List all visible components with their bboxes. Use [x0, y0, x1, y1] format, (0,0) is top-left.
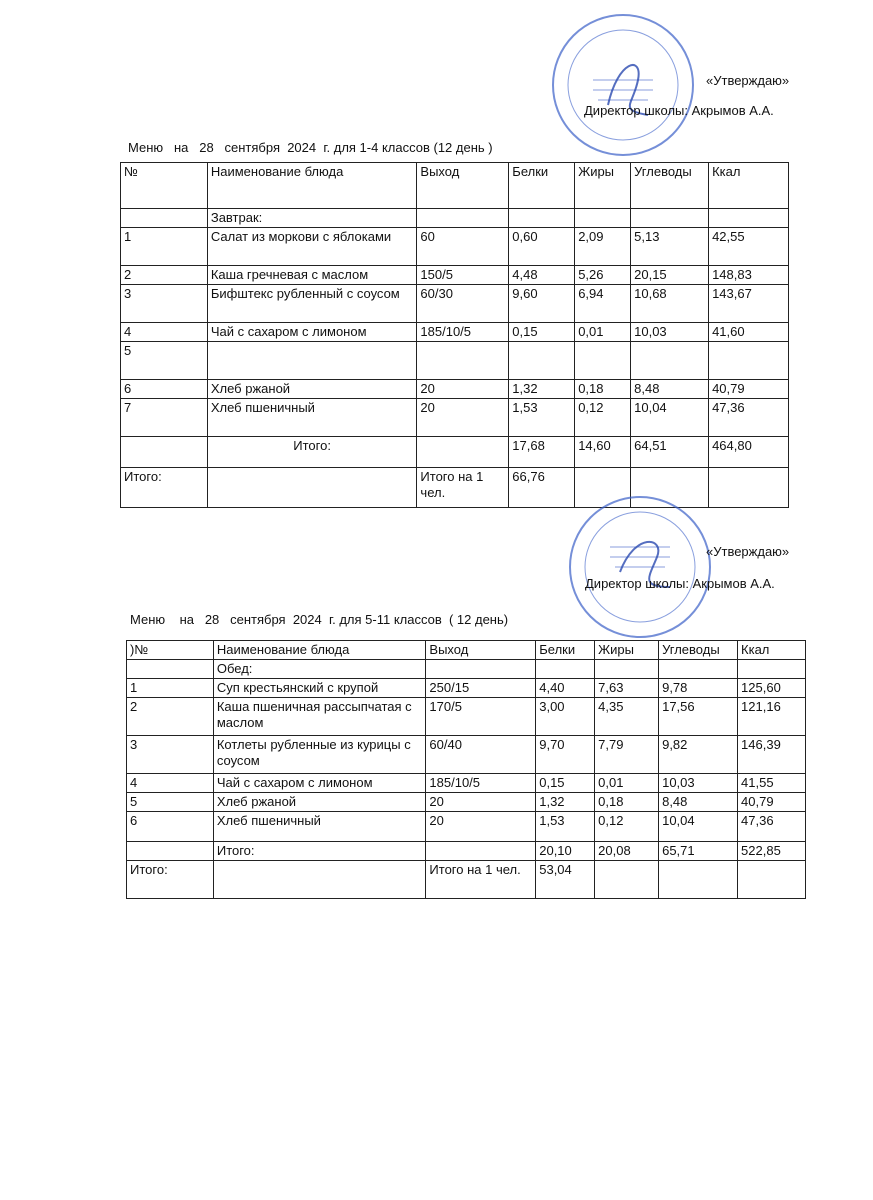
header-cell: Выход — [417, 163, 509, 209]
cell: 4,40 — [536, 679, 595, 698]
header-cell: Ккал — [709, 163, 789, 209]
cell: 40,79 — [709, 380, 789, 399]
per-person-label: Итого на 1 чел. — [426, 861, 536, 899]
cell: 9,70 — [536, 736, 595, 774]
cell: 5 — [127, 793, 214, 812]
cell: 17,56 — [659, 698, 738, 736]
cell: 10,03 — [659, 774, 738, 793]
cell: Каша пшеничная рассыпчатая с маслом — [213, 698, 426, 736]
header-cell: )№ — [127, 641, 214, 660]
cell: 3,00 — [536, 698, 595, 736]
table-row — [121, 285, 789, 323]
cell: 6,94 — [575, 285, 631, 323]
subtotal-label: Итого: — [207, 437, 417, 468]
table-row — [127, 774, 806, 793]
table-row — [121, 228, 789, 266]
table-row — [121, 399, 789, 437]
director-label-1: Директор школы: Акрымов А.А. — [584, 103, 774, 118]
cell: 40,79 — [738, 793, 806, 812]
cell: 3 — [127, 736, 214, 774]
table-row — [127, 679, 806, 698]
cell: 0,01 — [575, 323, 631, 342]
cell: Каша гречневая с маслом — [207, 266, 417, 285]
cell: 125,60 — [738, 679, 806, 698]
cell: 42,55 — [709, 228, 789, 266]
cell: 60 — [417, 228, 509, 266]
cell: 4 — [127, 774, 214, 793]
per-person-label: Итого на 1 чел. — [417, 468, 509, 508]
cell — [207, 342, 417, 380]
cell: 7,79 — [595, 736, 659, 774]
total-row — [127, 861, 806, 899]
cell: 9,60 — [509, 285, 575, 323]
cell: 2 — [127, 698, 214, 736]
table-header-row — [121, 163, 789, 209]
cell: 0,12 — [595, 812, 659, 842]
cell: Хлеб пшеничный — [213, 812, 426, 842]
cell: 185/10/5 — [417, 323, 509, 342]
cell: 121,16 — [738, 698, 806, 736]
cell: 185/10/5 — [426, 774, 536, 793]
cell: 250/15 — [426, 679, 536, 698]
total-value: 53,04 — [536, 861, 595, 899]
cell: 20 — [426, 812, 536, 842]
subtotal-belki: 20,10 — [536, 842, 595, 861]
menu-title-2: Меню на 28 сентября 2024 г. для 5-11 классов ( 12 день) — [130, 612, 509, 627]
table-row — [127, 793, 806, 812]
cell: 0,18 — [575, 380, 631, 399]
cell: 47,36 — [738, 812, 806, 842]
cell: 8,48 — [659, 793, 738, 812]
meal-row — [121, 209, 789, 228]
cell: 5,13 — [631, 228, 709, 266]
subtotal-zhiry: 14,60 — [575, 437, 631, 468]
table-header-row — [127, 641, 806, 660]
school-stamp-2 — [565, 492, 715, 642]
cell: 10,04 — [631, 399, 709, 437]
cell: 41,60 — [709, 323, 789, 342]
director-label-2: Директор школы: Акрымов А.А. — [585, 576, 775, 591]
cell — [709, 342, 789, 380]
cell: 2 — [121, 266, 208, 285]
cell: 41,55 — [738, 774, 806, 793]
cell: 7 — [121, 399, 208, 437]
cell — [631, 342, 709, 380]
approve-label-1: «Утверждаю» — [706, 73, 790, 88]
cell — [575, 342, 631, 380]
cell: 143,67 — [709, 285, 789, 323]
cell: 20,15 — [631, 266, 709, 285]
cell: 20 — [417, 380, 509, 399]
table-row — [127, 812, 806, 842]
cell: 0,01 — [595, 774, 659, 793]
cell: Салат из моркови с яблоками — [207, 228, 417, 266]
cell: 0,18 — [595, 793, 659, 812]
cell: Чай с сахаром с лимоном — [207, 323, 417, 342]
header-cell: Белки — [536, 641, 595, 660]
cell: 6 — [127, 812, 214, 842]
cell: 148,83 — [709, 266, 789, 285]
cell: 9,82 — [659, 736, 738, 774]
cell: Бифштекс рубленный с соусом — [207, 285, 417, 323]
cell: Суп крестьянский с крупой — [213, 679, 426, 698]
subtotal-uglevody: 65,71 — [659, 842, 738, 861]
cell: 150/5 — [417, 266, 509, 285]
cell — [417, 342, 509, 380]
table-row — [121, 342, 789, 380]
header-cell: Углеводы — [659, 641, 738, 660]
total-value: 66,76 — [509, 468, 575, 508]
subtotal-kkal: 464,80 — [709, 437, 789, 468]
cell: 60/40 — [426, 736, 536, 774]
header-cell: Жиры — [575, 163, 631, 209]
total-label: Итого: — [121, 468, 208, 508]
meal-label: Обед: — [213, 660, 426, 679]
cell: 5,26 — [575, 266, 631, 285]
cell: 0,12 — [575, 399, 631, 437]
cell: 10,03 — [631, 323, 709, 342]
cell: 6 — [121, 380, 208, 399]
cell: 60/30 — [417, 285, 509, 323]
cell: 1,32 — [509, 380, 575, 399]
cell: 1 — [127, 679, 214, 698]
cell: 170/5 — [426, 698, 536, 736]
cell: 0,15 — [509, 323, 575, 342]
cell: 146,39 — [738, 736, 806, 774]
cell: 1,32 — [536, 793, 595, 812]
cell: Котлеты рубленные из курицы с соусом — [213, 736, 426, 774]
header-cell: Углеводы — [631, 163, 709, 209]
table-row — [127, 736, 806, 774]
table-row — [127, 698, 806, 736]
subtotal-zhiry: 20,08 — [595, 842, 659, 861]
cell: 10,04 — [659, 812, 738, 842]
subtotal-belki: 17,68 — [509, 437, 575, 468]
header-cell: Наименование блюда — [207, 163, 417, 209]
cell: 10,68 — [631, 285, 709, 323]
cell: 47,36 — [709, 399, 789, 437]
meal-label: Завтрак: — [207, 209, 417, 228]
cell: 5 — [121, 342, 208, 380]
cell: 4 — [121, 323, 208, 342]
header-cell: Жиры — [595, 641, 659, 660]
header-cell: Выход — [426, 641, 536, 660]
cell: Хлеб пшеничный — [207, 399, 417, 437]
header-cell: № — [121, 163, 208, 209]
cell: Хлеб ржаной — [207, 380, 417, 399]
cell: Хлеб ржаной — [213, 793, 426, 812]
header-cell: Ккал — [738, 641, 806, 660]
menu-table-2 — [126, 640, 806, 899]
cell: 20 — [426, 793, 536, 812]
cell: 2,09 — [575, 228, 631, 266]
cell — [509, 342, 575, 380]
cell: 0,15 — [536, 774, 595, 793]
meal-row — [127, 660, 806, 679]
header-cell: Наименование блюда — [213, 641, 426, 660]
cell: 1,53 — [536, 812, 595, 842]
cell: 8,48 — [631, 380, 709, 399]
table-row — [121, 323, 789, 342]
subtotal-label: Итого: — [213, 842, 426, 861]
subtotal-kkal: 522,85 — [738, 842, 806, 861]
header-cell: Белки — [509, 163, 575, 209]
approve-label-2: «Утверждаю» — [706, 544, 790, 559]
table-row — [121, 266, 789, 285]
cell: Чай с сахаром с лимоном — [213, 774, 426, 793]
cell: 20 — [417, 399, 509, 437]
menu-table-1 — [120, 162, 789, 508]
menu-title-1: Меню на 28 сентября 2024 г. для 1-4 классов (12 день ) — [128, 140, 493, 155]
cell: 1 — [121, 228, 208, 266]
cell: 4,48 — [509, 266, 575, 285]
cell: 3 — [121, 285, 208, 323]
cell: 9,78 — [659, 679, 738, 698]
cell: 7,63 — [595, 679, 659, 698]
cell: 4,35 — [595, 698, 659, 736]
school-stamp-1 — [548, 10, 698, 160]
subtotal-uglevody: 64,51 — [631, 437, 709, 468]
total-label: Итого: — [127, 861, 214, 899]
subtotal-row — [121, 437, 789, 468]
cell: 1,53 — [509, 399, 575, 437]
cell: 0,60 — [509, 228, 575, 266]
subtotal-row — [127, 842, 806, 861]
table-row — [121, 380, 789, 399]
